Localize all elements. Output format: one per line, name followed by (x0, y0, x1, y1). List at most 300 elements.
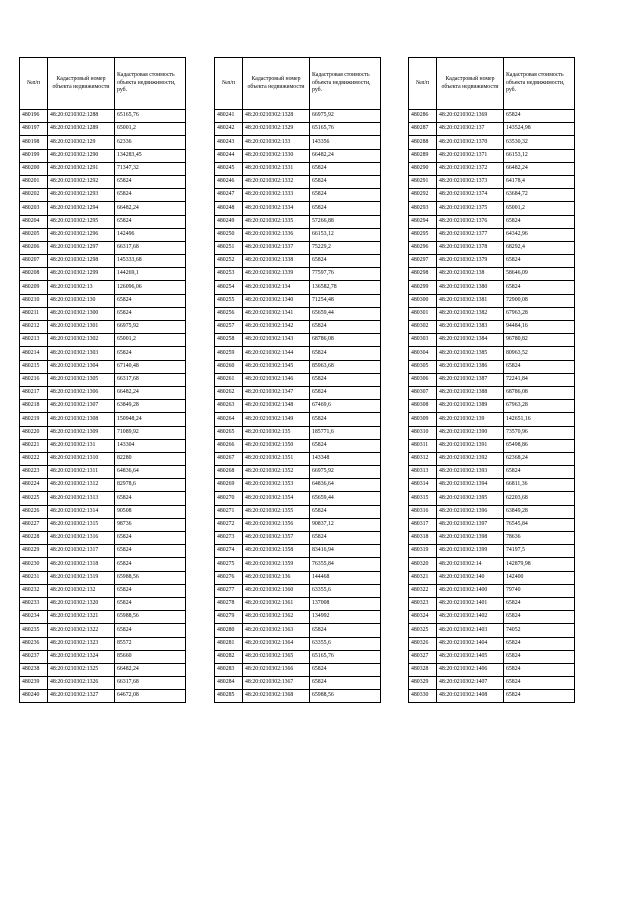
table-row (215, 281, 381, 294)
cadastral-number: 48:20:0210302:1352 (243, 466, 310, 479)
row-number: 480329 (409, 677, 437, 690)
table-row (215, 663, 381, 676)
row-number: 480262 (215, 386, 243, 399)
table-row (20, 281, 186, 294)
cadastral-cost: 65824 (115, 584, 186, 597)
cadastral-cost: 65824 (504, 597, 575, 610)
row-number: 480278 (215, 597, 243, 610)
cadastral-number: 48:20:0210302:1334 (243, 202, 310, 215)
row-number: 480201 (20, 175, 48, 188)
cadastral-number: 48:20:0210302:1325 (48, 663, 115, 676)
row-number: 480241 (215, 110, 243, 123)
header-row (20, 58, 186, 110)
table-row (409, 162, 575, 175)
row-number: 480238 (20, 663, 48, 676)
table-row (20, 294, 186, 307)
row-number: 480283 (215, 663, 243, 676)
cadastral-number: 48:20:0210302:1308 (48, 413, 115, 426)
table-row (409, 452, 575, 465)
table-row (215, 611, 381, 624)
table-row (20, 677, 186, 690)
table-row (409, 624, 575, 637)
cadastral-number: 48:20:0210302:1388 (437, 386, 504, 399)
cadastral-cost: 65001,2 (115, 334, 186, 347)
cadastral-number: 48:20:0210302:1349 (243, 413, 310, 426)
cadastral-cost: 78636 (504, 532, 575, 545)
cadastral-cost: 142651,16 (504, 413, 575, 426)
cadastral-cost: 96780,82 (504, 334, 575, 347)
cadastral-number: 48:20:0210302:1309 (48, 426, 115, 439)
row-number: 480205 (20, 228, 48, 241)
table-row (215, 149, 381, 162)
table-row (20, 360, 186, 373)
cadastral-number: 48:20:0210302:1319 (48, 571, 115, 584)
cadastral-number: 48:20:0210302:129 (48, 136, 115, 149)
cadastral-cost: 82280 (115, 452, 186, 465)
cadastral-cost: 142496 (115, 228, 186, 241)
cadastral-number: 48:20:0210302:1290 (48, 149, 115, 162)
cadastral-number: 48:20:0210302:1357 (243, 532, 310, 545)
cadastral-cost: 66975,92 (310, 110, 381, 123)
cadastral-cost: 65824 (310, 255, 381, 268)
cadastral-number: 48:20:0210302:140 (437, 571, 504, 584)
cadastral-number: 48:20:0210302:1360 (243, 584, 310, 597)
table-row (215, 637, 381, 650)
cadastral-number: 48:20:0210302:1403 (437, 624, 504, 637)
cadastral-cost: 67140,48 (115, 360, 186, 373)
cadastral-number: 48:20:0210302:1398 (437, 532, 504, 545)
cadastral-number: 48:20:0210302:1347 (243, 386, 310, 399)
row-number: 480240 (20, 690, 48, 703)
table-row (409, 294, 575, 307)
cadastral-number: 48:20:0210302:1328 (243, 110, 310, 123)
row-number: 480243 (215, 136, 243, 149)
cadastral-cost: 66317,68 (115, 677, 186, 690)
row-number: 480207 (20, 255, 48, 268)
table-row (215, 162, 381, 175)
table-row (409, 413, 575, 426)
table-row (20, 479, 186, 492)
row-number: 480254 (215, 281, 243, 294)
table-row (215, 532, 381, 545)
row-number: 480223 (20, 466, 48, 479)
row-number: 480272 (215, 518, 243, 531)
table-row (215, 439, 381, 452)
cadastral-number: 48:20:0210302:1404 (437, 637, 504, 650)
cadastral-number: 48:20:0210302:138 (437, 268, 504, 281)
table-row (215, 360, 381, 373)
cadastral-number: 48:20:0210302:1330 (243, 149, 310, 162)
table-row (409, 123, 575, 136)
cadastral-cost: 57266,88 (310, 215, 381, 228)
cadastral-number: 48:20:0210302:1321 (48, 611, 115, 624)
row-number: 480198 (20, 136, 48, 149)
cadastral-number: 48:20:0210302:134 (243, 281, 310, 294)
table-row (409, 479, 575, 492)
row-number: 480257 (215, 321, 243, 334)
cadastral-cost: 65824 (504, 611, 575, 624)
cadastral-number: 48:20:0210302:1294 (48, 202, 115, 215)
cadastral-cost: 68786,08 (504, 386, 575, 399)
cadastral-cost: 79740 (504, 584, 575, 597)
cadastral-number: 48:20:0210302:1318 (48, 558, 115, 571)
table-row (215, 677, 381, 690)
table-row (215, 347, 381, 360)
cadastral-cost: 63355,6 (310, 637, 381, 650)
table-row (20, 215, 186, 228)
table-row (20, 400, 186, 413)
table-row (20, 439, 186, 452)
table-row (20, 452, 186, 465)
cadastral-number: 48:20:0210302:1305 (48, 373, 115, 386)
table-row (409, 202, 575, 215)
row-number: 480295 (409, 228, 437, 241)
cadastral-cost: 66153,12 (310, 228, 381, 241)
table-row (409, 571, 575, 584)
row-number: 480320 (409, 558, 437, 571)
cadastral-number: 48:20:0210302:1379 (437, 255, 504, 268)
row-number: 480200 (20, 162, 48, 175)
row-number: 480313 (409, 466, 437, 479)
cadastral-number: 48:20:0210302:1324 (48, 650, 115, 663)
cadastral-number: 48:20:0210302:1292 (48, 175, 115, 188)
row-number: 480236 (20, 637, 48, 650)
cadastral-number: 48:20:0210302:1346 (243, 373, 310, 386)
cadastral-number: 48:20:0210302:1376 (437, 215, 504, 228)
row-number: 480237 (20, 650, 48, 663)
table-row (20, 202, 186, 215)
cadastral-number: 48:20:0210302:1314 (48, 505, 115, 518)
cadastral-cost: 143304 (115, 439, 186, 452)
cadastral-number: 48:20:0210302:1311 (48, 466, 115, 479)
row-number: 480330 (409, 690, 437, 703)
table-row (215, 426, 381, 439)
table-row (20, 347, 186, 360)
header-num: №п/п (20, 58, 48, 110)
table-row (215, 373, 381, 386)
cadastral-cost: 65824 (310, 373, 381, 386)
cadastral-cost: 65824 (504, 215, 575, 228)
cadastral-cost: 65824 (504, 110, 575, 123)
cadastral-cost: 65824 (310, 624, 381, 637)
cadastral-number: 48:20:0210302:1289 (48, 123, 115, 136)
table-row (409, 373, 575, 386)
cadastral-cost: 82978,6 (115, 479, 186, 492)
row-number: 480246 (215, 175, 243, 188)
row-number: 480248 (215, 202, 243, 215)
cadastral-cost: 66317,68 (115, 241, 186, 254)
cadastral-table-1 (19, 57, 186, 703)
cadastral-number: 48:20:0210302:1396 (437, 505, 504, 518)
row-number: 480323 (409, 597, 437, 610)
header-row (409, 58, 575, 110)
table-row (409, 241, 575, 254)
cadastral-number: 48:20:0210302:1365 (243, 650, 310, 663)
cadastral-cost: 71089,92 (115, 426, 186, 439)
table-row (20, 110, 186, 123)
cadastral-cost: 65659,44 (310, 492, 381, 505)
cadastral-number: 48:20:0210302:1339 (243, 268, 310, 281)
row-number: 480324 (409, 611, 437, 624)
cadastral-table-2 (214, 57, 381, 703)
header-cadastral: Кадастровый номер объекта недвижимости (48, 58, 115, 110)
cadastral-cost: 66482,24 (310, 149, 381, 162)
cadastral-number: 48:20:0210302:139 (437, 413, 504, 426)
table-row (215, 413, 381, 426)
cadastral-number: 48:20:0210302:1323 (48, 637, 115, 650)
cadastral-number: 48:20:0210302:1374 (437, 189, 504, 202)
cadastral-number: 48:20:0210302:1361 (243, 597, 310, 610)
row-number: 480268 (215, 466, 243, 479)
cadastral-cost: 137008 (310, 597, 381, 610)
row-number: 480209 (20, 281, 48, 294)
row-number: 480322 (409, 584, 437, 597)
row-number: 480276 (215, 571, 243, 584)
cadastral-cost: 65165,76 (310, 650, 381, 663)
row-number: 480282 (215, 650, 243, 663)
row-number: 480259 (215, 347, 243, 360)
table-row (20, 373, 186, 386)
row-number: 480242 (215, 123, 243, 136)
cadastral-number: 48:20:0210302:1306 (48, 386, 115, 399)
row-number: 480325 (409, 624, 437, 637)
cadastral-cost: 65824 (504, 255, 575, 268)
cadastral-cost: 142400 (504, 571, 575, 584)
cadastral-number: 48:20:0210302:1401 (437, 597, 504, 610)
cadastral-cost: 65165,76 (115, 110, 186, 123)
table-row (215, 268, 381, 281)
cadastral-number: 48:20:0210302:1297 (48, 241, 115, 254)
table-row (409, 386, 575, 399)
cadastral-cost: 65824 (310, 505, 381, 518)
cadastral-number: 48:20:0210302:1368 (243, 690, 310, 703)
table-row (20, 663, 186, 676)
row-number: 480316 (409, 505, 437, 518)
row-number: 480226 (20, 505, 48, 518)
cadastral-cost: 73570,96 (504, 426, 575, 439)
cadastral-cost: 65988,56 (115, 611, 186, 624)
cadastral-cost: 65824 (504, 690, 575, 703)
cadastral-number: 48:20:0210302:130 (48, 294, 115, 307)
row-number: 480232 (20, 584, 48, 597)
cadastral-cost: 65824 (310, 162, 381, 175)
row-number: 480258 (215, 334, 243, 347)
cadastral-number: 48:20:0210302:1393 (437, 466, 504, 479)
cadastral-cost: 65824 (115, 532, 186, 545)
table-row (215, 307, 381, 320)
cadastral-cost: 65824 (115, 624, 186, 637)
cadastral-cost: 65165,76 (310, 123, 381, 136)
table-row (409, 677, 575, 690)
cadastral-number: 48:20:0210302:1302 (48, 334, 115, 347)
row-number: 480264 (215, 413, 243, 426)
cadastral-number: 48:20:0210302:1351 (243, 452, 310, 465)
cadastral-cost: 62368,24 (504, 452, 575, 465)
cadastral-number: 48:20:0210302:1377 (437, 228, 504, 241)
row-number: 480319 (409, 545, 437, 558)
cadastral-number: 48:20:0210302:1331 (243, 162, 310, 175)
table-row (20, 611, 186, 624)
table-row (20, 268, 186, 281)
row-number: 480244 (215, 149, 243, 162)
cadastral-number: 48:20:0210302:1387 (437, 373, 504, 386)
row-number: 480297 (409, 255, 437, 268)
cadastral-number: 48:20:0210302:1296 (48, 228, 115, 241)
cadastral-cost: 65498,86 (504, 439, 575, 452)
table-row (215, 690, 381, 703)
cadastral-number: 48:20:0210302:1345 (243, 360, 310, 373)
row-number: 480199 (20, 149, 48, 162)
cadastral-number: 48:20:0210302:1407 (437, 677, 504, 690)
table-row (215, 492, 381, 505)
cadastral-cost: 143348 (310, 452, 381, 465)
cadastral-cost: 65824 (504, 650, 575, 663)
cadastral-number: 48:20:0210302:1372 (437, 162, 504, 175)
row-number: 480208 (20, 268, 48, 281)
cadastral-cost: 65824 (504, 360, 575, 373)
table-row (20, 162, 186, 175)
row-number: 480256 (215, 307, 243, 320)
row-number: 480218 (20, 400, 48, 413)
cadastral-number: 48:20:0210302:1356 (243, 518, 310, 531)
table-row (215, 558, 381, 571)
cadastral-cost: 65988,56 (310, 690, 381, 703)
cadastral-number: 48:20:0210302:1366 (243, 663, 310, 676)
row-number: 480326 (409, 637, 437, 650)
cadastral-number: 48:20:0210302:1363 (243, 624, 310, 637)
cadastral-number: 48:20:0210302:1310 (48, 452, 115, 465)
cadastral-number: 48:20:0210302:1342 (243, 321, 310, 334)
cadastral-cost: 65824 (115, 492, 186, 505)
cadastral-cost: 65824 (310, 413, 381, 426)
row-number: 480305 (409, 360, 437, 373)
table-row (409, 518, 575, 531)
header-cost: Кадастровая стоимость объекта недвижимости, руб. (310, 58, 381, 110)
cadastral-cost: 65988,56 (115, 571, 186, 584)
cadastral-number: 48:20:0210302:1344 (243, 347, 310, 360)
row-number: 480280 (215, 624, 243, 637)
cadastral-number: 48:20:0210302:1353 (243, 479, 310, 492)
table-row (409, 492, 575, 505)
cadastral-number: 48:20:0210302:1355 (243, 505, 310, 518)
cadastral-number: 48:20:0210302:1335 (243, 215, 310, 228)
row-number: 480301 (409, 307, 437, 320)
cadastral-number: 48:20:0210302:1408 (437, 690, 504, 703)
row-number: 480309 (409, 413, 437, 426)
row-number: 480284 (215, 677, 243, 690)
row-number: 480328 (409, 663, 437, 676)
cadastral-cost: 66317,68 (115, 373, 186, 386)
row-number: 480219 (20, 413, 48, 426)
row-number: 480279 (215, 611, 243, 624)
cadastral-number: 48:20:0210302:1303 (48, 347, 115, 360)
row-number: 480234 (20, 611, 48, 624)
table-row (409, 268, 575, 281)
table-row (20, 321, 186, 334)
cadastral-cost: 66482,24 (115, 663, 186, 676)
row-number: 480300 (409, 294, 437, 307)
table-row (215, 255, 381, 268)
row-number: 480231 (20, 571, 48, 584)
cadastral-number: 48:20:0210302:1380 (437, 281, 504, 294)
cadastral-cost: 67469,6 (310, 400, 381, 413)
cadastral-number: 48:20:0210302:1315 (48, 518, 115, 531)
header-cadastral: Кадастровый номер объекта недвижимости (243, 58, 310, 110)
row-number: 480287 (409, 123, 437, 136)
table-row (20, 175, 186, 188)
cadastral-cost: 85963,68 (310, 360, 381, 373)
cadastral-number: 48:20:0210302:1369 (437, 110, 504, 123)
table-row (20, 307, 186, 320)
cadastral-cost: 68292,4 (504, 241, 575, 254)
cadastral-number: 48:20:0210302:133 (243, 136, 310, 149)
header-num: №п/п (409, 58, 437, 110)
cadastral-cost: 85572 (115, 637, 186, 650)
row-number: 480318 (409, 532, 437, 545)
cadastral-number: 48:20:0210302:13 (48, 281, 115, 294)
cadastral-cost: 62203,68 (504, 492, 575, 505)
cadastral-number: 48:20:0210302:137 (437, 123, 504, 136)
table-row (20, 241, 186, 254)
cadastral-number: 48:20:0210302:1304 (48, 360, 115, 373)
header-row (215, 58, 381, 110)
cadastral-number: 48:20:0210302:1385 (437, 347, 504, 360)
cadastral-number: 48:20:0210302:1406 (437, 663, 504, 676)
table-row (215, 571, 381, 584)
row-number: 480291 (409, 175, 437, 188)
cadastral-cost: 65824 (115, 189, 186, 202)
table-row (409, 611, 575, 624)
cadastral-cost: 65659,44 (310, 307, 381, 320)
table-row (20, 597, 186, 610)
cadastral-cost: 98736 (115, 518, 186, 531)
row-number: 480260 (215, 360, 243, 373)
table-row (20, 545, 186, 558)
cadastral-cost: 65824 (504, 281, 575, 294)
table-row (20, 136, 186, 149)
cadastral-number: 48:20:0210302:1391 (437, 439, 504, 452)
table-row (20, 637, 186, 650)
row-number: 480312 (409, 452, 437, 465)
table-row (20, 571, 186, 584)
cadastral-cost: 76545,84 (504, 518, 575, 531)
row-number: 480266 (215, 439, 243, 452)
table-row (215, 452, 381, 465)
cadastral-cost: 75229,2 (310, 241, 381, 254)
table-row (409, 334, 575, 347)
row-number: 480255 (215, 294, 243, 307)
cadastral-number: 48:20:0210302:1333 (243, 189, 310, 202)
table-row (409, 650, 575, 663)
row-number: 480206 (20, 241, 48, 254)
row-number: 480275 (215, 558, 243, 571)
row-number: 480261 (215, 373, 243, 386)
table-row (409, 149, 575, 162)
cadastral-cost: 76355,84 (310, 558, 381, 571)
table-row (20, 413, 186, 426)
cadastral-number: 48:20:0210302:1402 (437, 611, 504, 624)
row-number: 480203 (20, 202, 48, 215)
cadastral-number: 48:20:0210302:1293 (48, 189, 115, 202)
cadastral-cost: 143356 (310, 136, 381, 149)
table-row (409, 584, 575, 597)
cadastral-number: 48:20:0210302:1390 (437, 426, 504, 439)
cadastral-number: 48:20:0210302:1362 (243, 611, 310, 624)
header-num: №п/п (215, 58, 243, 110)
row-number: 480212 (20, 321, 48, 334)
table-row (409, 110, 575, 123)
cadastral-number: 48:20:0210302:1354 (243, 492, 310, 505)
